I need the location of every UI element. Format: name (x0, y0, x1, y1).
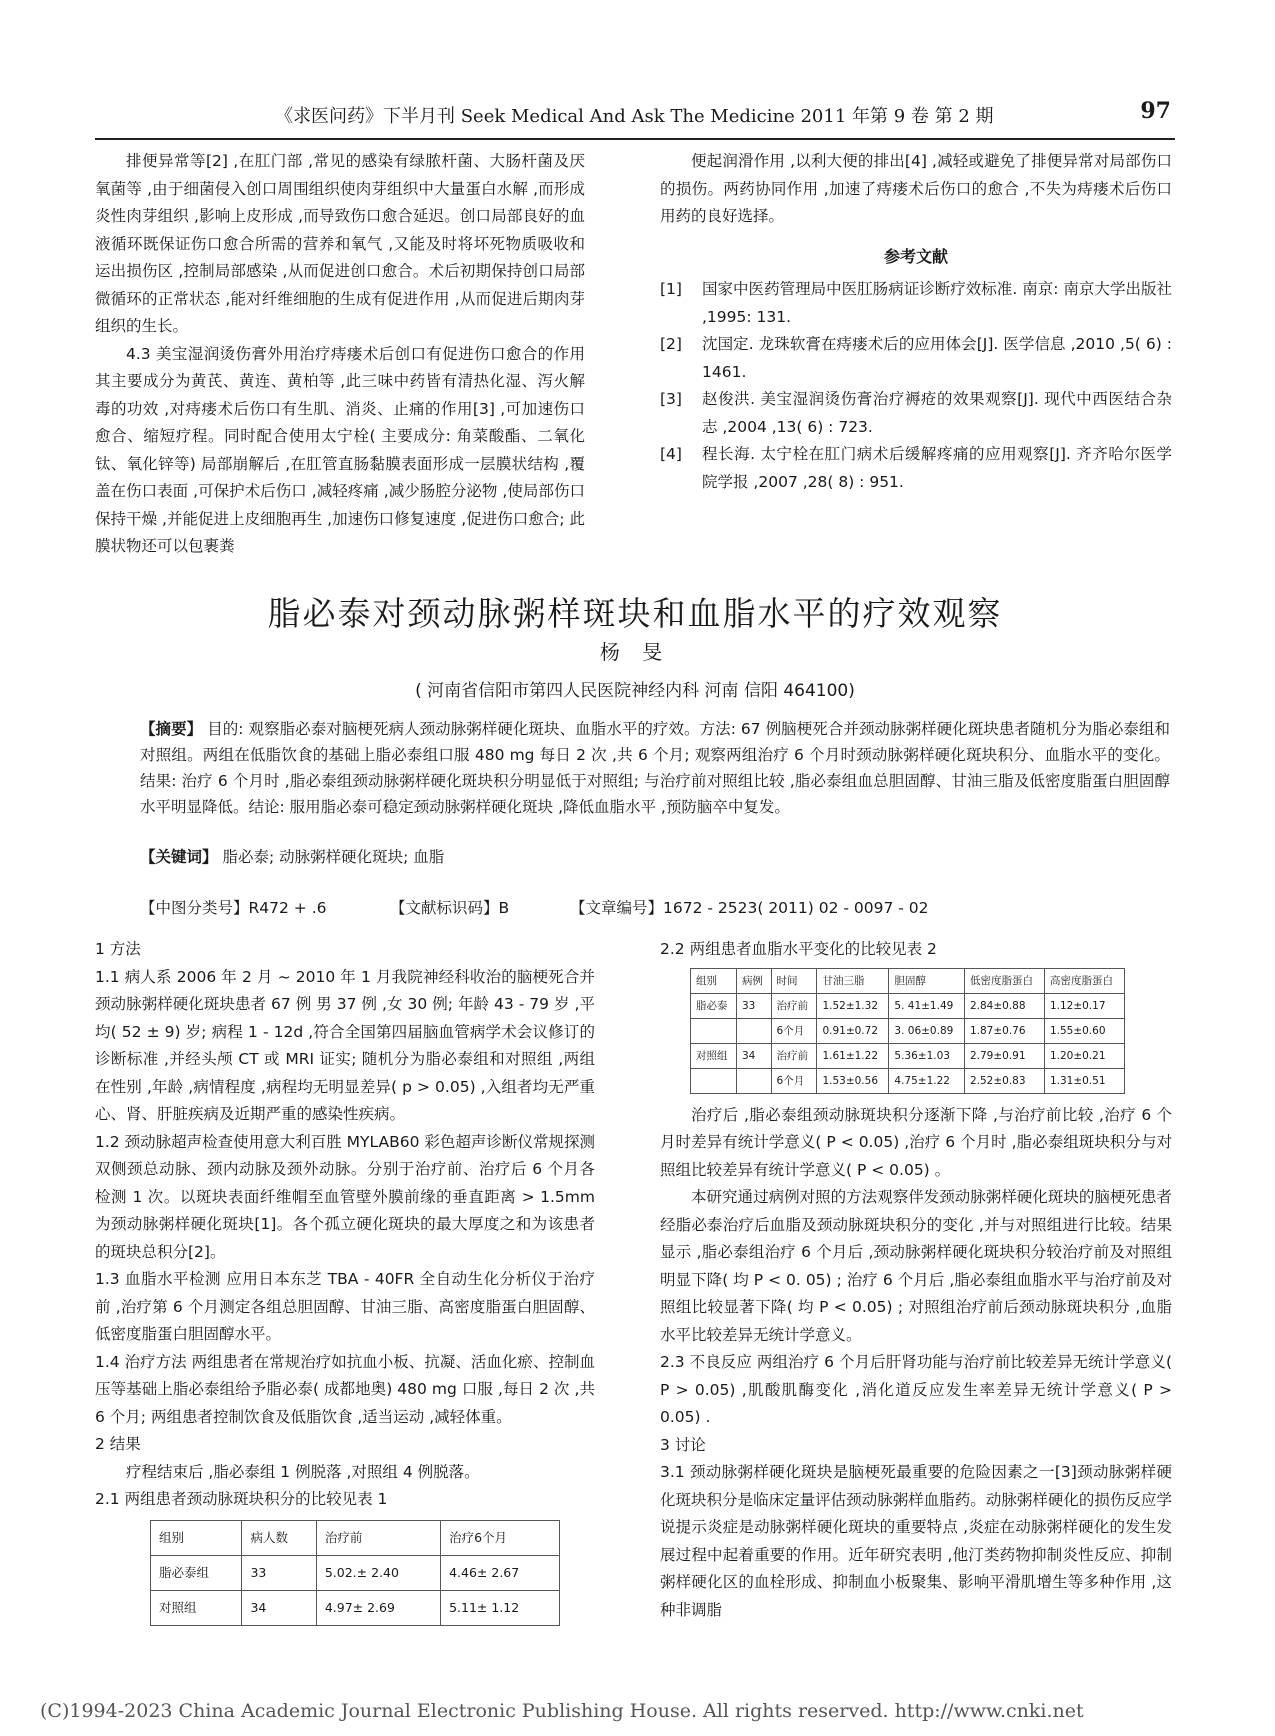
keywords (140, 845, 1170, 867)
table-cell: 4.46± 2.67 (441, 1555, 560, 1590)
references-list (660, 276, 1172, 496)
abstract-text: 目的: 观察脂必泰对脑梗死病人颈动脉粥样硬化斑块、血脂水平的疗效。方法: 67 例脑梗死合并颈动脉粥样硬化斑块患者随机分为脂必泰组和对照组。两组在低脂饮食的基础上脂必泰组口服 480 mg 每日 2 次 ,共 6 个月; 观察两组治疗 6 个月时颈动脉粥样硬化斑块积分、血脂水平的变化。结果: 治疗 6 个月时 ,脂必泰组颈动脉粥样硬化斑块积分明显低于对照组; 与治疗前对照组比较 ,脂必泰组血总胆固醇、甘油三脂及低密度脂蛋白胆固醇水平明显降低。结论: 服用脂必泰可稳定颈动脉粥样硬化斑块 ,降低血脂水平 ,预防脑卒中复发。 (140, 720, 1170, 816)
table-header-cell: 高密度脂蛋白 (1044, 968, 1124, 993)
section-heading: 3 讨论 (660, 1435, 706, 1454)
top-left-column (95, 148, 585, 561)
table-cell: 1.61±1.22 (817, 1043, 889, 1068)
paragraph: 排便异常等[2] ,在肛门部 ,常见的感染有绿脓杆菌、大肠杆菌及厌氧菌等 ,由于细菌侵入创口周围组织使肉芽组织中大量蛋白水解 ,而形成炎性肉芽组织 ,影响上皮形成 ,而导致伤口愈合延迟。创口局部良好的血液循环既保证伤口愈合所需的营养和氧气 ,又能及时将坏死物质吸收和运出损伤区 ,控制局部感染 ,从而促进创口愈合。术后初期保持创口局部微循环的正常状态 ,能对纤维细胞的生成有促进作用 ,从而促进后期肉芽组织的生长。 (95, 152, 585, 335)
table-cell: 脂必泰 (691, 993, 737, 1018)
table-row (151, 1555, 560, 1590)
table-row (691, 1043, 1125, 1068)
table-cell: 治疗前 (771, 993, 817, 1018)
table-cell: 6个月 (771, 1018, 817, 1043)
table-cell: 34 (736, 1043, 771, 1068)
paragraph: 3.1 颈动脉粥样硬化斑块是脑梗死最重要的危险因素之一[3]颈动脉粥样硬化斑块积分是临床定量评估颈动脉粥样血脂药。动脉粥样硬化的损伤反应学说提示炎症是动脉粥样硬化斑块的重要特点 ,炎症在动脉粥样硬化的发生发展过程中起着重要的作用。近年研究表明 ,他汀类药物抑制炎性反应、抑制粥样硬化区的血栓形成、抑制血小板聚集、影响平滑肌增生等多种作用 ,这种非调脂 (660, 1463, 1172, 1619)
clc-number: 【中图分类号】R472 + .6 (140, 899, 327, 917)
page-number: 97 (1140, 98, 1171, 124)
table-cell: 2.79±0.91 (964, 1043, 1044, 1068)
article-affiliation: ( 河南省信阳市第四人民医院神经内科 河南 信阳 464100) (415, 681, 855, 701)
paragraph: 1.1 病人系 2006 年 2 月 ~ 2010 年 1 月我院神经科收治的脑梗死合并颈动脉粥样硬化斑块患者 67 例 男 37 例 ,女 30 例; 年龄 43 - 79 岁 ,平均( 52 ± 9) 岁; 病程 1 - 12d ,符合全国第四届脑血管病学术会议修订的诊断标准 ,并经头颅 CT 或 MRI 证实; 随机分为脂必泰组和对照组 ,两组在性别 ,年龄 ,病情程度 ,病程均无明显差异( p > 0.05) ,入组者均无严重心、肾、肝脏疾病及近期严重的感染性疾病。 (95, 967, 595, 1123)
table-header-cell: 组别 (691, 968, 737, 993)
paragraph: 2.3 不良反应 两组治疗 6 个月后肝肾功能与治疗前比较差异无统计学意义( P > 0.05) ,肌酸肌酶变化 ,消化道反应发生率差异无统计学意义( P > 0.05) . (660, 1353, 1172, 1426)
table-row (691, 1068, 1125, 1093)
table-header-cell: 低密度脂蛋白 (964, 968, 1044, 993)
reference-text: 沈国定. 龙珠软膏在痔瘘术后的应用体会[J]. 医学信息 ,2010 ,5( 6) : 1461. (702, 335, 1172, 381)
table-1 (150, 1520, 560, 1626)
table-cell: 5.02.± 2.40 (316, 1555, 440, 1590)
table-cell: 2.84±0.88 (964, 993, 1044, 1018)
table-cell: 33 (736, 993, 771, 1018)
table-header-cell: 治疗前 (316, 1520, 440, 1555)
table-cell: 治疗前 (771, 1043, 817, 1068)
table-cell: 3. 06±0.89 (889, 1018, 965, 1043)
table-cell: 4.75±1.22 (889, 1068, 965, 1093)
table-row (151, 1590, 560, 1625)
reference-item (660, 386, 1172, 441)
body-left-column (95, 936, 595, 1626)
paragraph: 便起润滑作用 ,以利大便的排出[4] ,减轻或避免了排便异常对局部伤口的损伤。两药协同作用 ,加速了痔瘘术后伤口的愈合 ,不失为痔瘘术后伤口用药的良好选择。 (660, 152, 1172, 225)
paragraph: 4.3 美宝湿润烫伤膏外用治疗痔瘘术后创口有促进伤口愈合的作用 其主要成分为黄芪、黄连、黄柏等 ,此三味中药皆有清热化湿、泻火解毒的功效 ,对痔瘘术后伤口有生肌、消炎、止痛的作用[3] ,可加速伤口愈合、缩短疗程。同时配合使用太宁栓( 主要成分: 角菜酸酯、二氧化钛、氧化锌等) 局部崩解后 ,在肛管直肠黏膜表面形成一层膜状结构 ,覆盖在伤口表面 ,可保护术后伤口 ,减轻疼痛 ,减少肠腔分泌物 ,使局部伤口保持干燥 ,并能促进上皮细胞再生 ,加速伤口修复速度 ,促进伤口愈合; 此膜状物还可以包裹粪 (95, 344, 585, 555)
table-cell: 对照组 (691, 1043, 737, 1068)
reference-item (660, 441, 1172, 496)
document-code: 【文献标识码】B (390, 899, 510, 917)
reference-text: 国家中医药管理局中医肛肠病证诊断疗效标准. 南京: 南京大学出版社 ,1995: 131. (702, 280, 1172, 326)
keywords-text: 脂必泰; 动脉粥样硬化斑块; 血脂 (222, 848, 445, 866)
paragraph: 1.3 血脂水平检测 应用日本东芝 TBA - 40FR 全自动生化分析仪于治疗前 ,治疗第 6 个月测定各组总胆固醇、甘油三脂、高密度脂蛋白胆固醇、低密度脂蛋白胆固醇水平。 (95, 1270, 595, 1343)
table-cell: 33 (242, 1555, 316, 1590)
reference-number: [3] (660, 390, 682, 408)
table-cell (736, 1018, 771, 1043)
table-cell: 1.87±0.76 (964, 1018, 1044, 1043)
body-right-column (660, 936, 1172, 1624)
table-cell: 5.11± 1.12 (441, 1590, 560, 1625)
table-cell: 1.20±0.21 (1044, 1043, 1124, 1068)
page-header (95, 96, 1175, 140)
table-header-cell: 时间 (771, 968, 817, 993)
article-title: 脂必泰对颈动脉粥样斑块和血脂水平的疗效观察 (267, 594, 1003, 633)
table-header-cell: 病人数 (242, 1520, 316, 1555)
table-cell: 4.97± 2.69 (316, 1590, 440, 1625)
table-row (691, 993, 1125, 1018)
reference-number: [1] (660, 280, 682, 298)
table-header-cell: 病例 (736, 968, 771, 993)
abstract-label: 【摘要】 (140, 720, 203, 738)
table2-caption: 2.2 两组患者血脂水平变化的比较见表 2 (660, 940, 937, 958)
abstract (140, 716, 1170, 820)
top-right-column (660, 148, 1172, 496)
section-heading: 1 方法 (95, 940, 141, 958)
table-cell: 6个月 (771, 1068, 817, 1093)
paragraph: 1.4 治疗方法 两组患者在常规治疗如抗血小板、抗凝、活血化瘀、控制血压等基础上脂必泰组给予脂必泰( 成都地奥) 480 mg 口服 ,每日 2 次 ,共 6 个月; 两组患者控制饮食及低脂饮食 ,适当运动 ,减轻体重。 (95, 1352, 595, 1426)
table-row (691, 1018, 1125, 1043)
table-cell: 1.31±0.51 (1044, 1068, 1124, 1093)
table-cell: 1.12±0.17 (1044, 993, 1124, 1018)
table-cell (736, 1068, 771, 1093)
paragraph: 治疗后 ,脂必泰组颈动脉斑块积分逐渐下降 ,与治疗前比较 ,治疗 6 个月时差异有统计学意义( P < 0.05) ,治疗 6 个月时 ,脂必泰组斑块积分与对照组比较差异有统计学意义( P < 0.05) 。 (660, 1105, 1172, 1179)
table-header-cell: 组别 (151, 1520, 242, 1555)
article-author: 杨 旻 (599, 640, 671, 664)
table-cell: 脂必泰组 (151, 1555, 242, 1590)
table-header-row (691, 968, 1125, 993)
table-cell: 0.91±0.72 (817, 1018, 889, 1043)
paragraph: 疗程结束后 ,脂必泰组 1 例脱落 ,对照组 4 例脱落。 (126, 1462, 480, 1481)
references-title: 参考文献 (883, 246, 948, 266)
paragraph: 本研究通过病例对照的方法观察伴发颈动脉粥样硬化斑块的脑梗死患者经脂必泰治疗后血脂及颈动脉斑块积分的变化 ,并与对照组进行比较。结果显示 ,脂必泰组治疗 6 个月后 ,颈动脉粥样硬化斑块积分较治疗前及对照组明显下降( 均 P < 0. 05) ; 治疗 6 个月后 ,脂必泰组血脂水平与治疗前及对照组比较显著下降( 均 P < 0.05) ; 对照组治疗前后颈动脉斑块积分 ,血脂水平比较差异无统计学意义。 (660, 1188, 1172, 1344)
table-header-cell: 治疗6个月 (441, 1520, 560, 1555)
section-heading: 2 结果 (95, 1435, 141, 1453)
article-number: 【文章编号】1672 - 2523( 2011) 02 - 0097 - 02 (570, 899, 929, 917)
table-cell: 对照组 (151, 1590, 242, 1625)
reference-item (660, 331, 1172, 386)
keywords-label: 【关键词】 (140, 848, 218, 866)
table-cell: 5. 41±1.49 (889, 993, 965, 1018)
table-cell: 34 (242, 1590, 316, 1625)
journal-name: 《求医问药》下半月刊 Seek Medical And Ask The Medicine 2011 年第 9 卷 第 2 期 (275, 106, 994, 127)
reference-item (660, 276, 1172, 331)
paragraph: 1.2 颈动脉超声检查使用意大利百胜 MYLAB60 彩色超声诊断仪常规探测双侧颈总动脉、颈内动脉及颈外动脉。分别于治疗前、治疗后 6 个月各检测 1 次。以斑块表面纤维帽至血管壁外膜前缘的垂直距离 > 1.5mm 为颈动脉粥样硬化斑块[1]。各个孤立硬化斑块的最大厚度之和为该患者的斑块总积分[2]。 (95, 1132, 595, 1261)
table-header-row (151, 1520, 560, 1555)
reference-text: 赵俊洪. 美宝湿润烫伤膏治疗褥疮的效果观察[J]. 现代中西医结合杂志 ,2004 ,13( 6) : 723. (702, 390, 1172, 436)
table-cell: 2.52±0.83 (964, 1068, 1044, 1093)
reference-number: [2] (660, 335, 682, 353)
table-header-cell: 胆固醇 (889, 968, 965, 993)
table-cell: 1.53±0.56 (817, 1068, 889, 1093)
table-cell (691, 1018, 737, 1043)
table1-caption: 2.1 两组患者颈动脉斑块积分的比较见表 1 (95, 1490, 388, 1508)
table-cell: 1.52±1.32 (817, 993, 889, 1018)
table-cell (691, 1068, 737, 1093)
table-2 (690, 968, 1125, 1094)
table-cell: 5.36±1.03 (889, 1043, 965, 1068)
copyright-footer: (C)1994-2023 China Academic Journal Electronic Publishing House. All rights reserved. http://www.cnki.net (40, 1700, 1084, 1722)
reference-text: 程长海. 太宁栓在肛门病术后缓解疼痛的应用观察[J]. 齐齐哈尔医学院学报 ,2007 ,28( 8) : 951. (702, 445, 1172, 491)
table-cell: 1.55±0.60 (1044, 1018, 1124, 1043)
table-header-cell: 甘油三脂 (817, 968, 889, 993)
reference-number: [4] (660, 445, 682, 463)
